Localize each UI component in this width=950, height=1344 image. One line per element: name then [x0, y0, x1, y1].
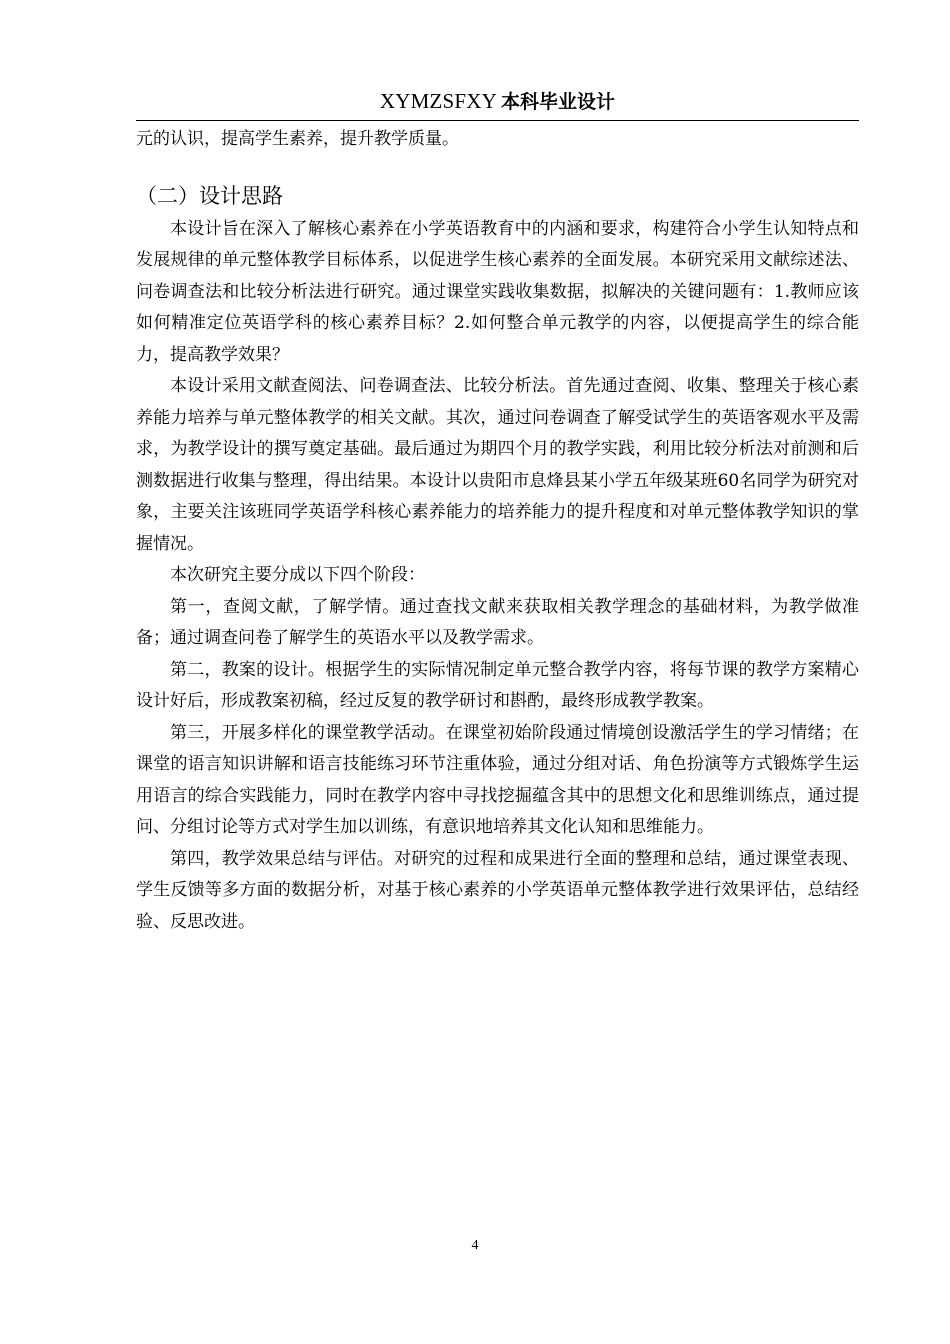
paragraph-stage-two: 第二，教案的设计。根据学生的实际情况制定单元整合教学内容，将每节课的教学方案精心设计好后，形成教案初稿，经过反复的教学研讨和斟酌，最终形成教学教案。: [136, 659, 859, 711]
section-heading: （二）设计思路: [136, 183, 283, 208]
page-header: [136, 86, 859, 120]
paragraph-methods: 本设计采用文献查阅法、问卷调查法、比较分析法。首先通过查阅、收集、整理关于核心素养能力培养与单元整体教学的相关文献。其次，通过问卷调查了解受试学生的英语客观水平及需求，为教学设计的撰写奠定基础。最后通过为期四个月的教学实践，利用比较分析法对前测和后测数据进行收集与整理，得出结果。本设计以贵阳市息烽县某小学五年级某班60名同学为研究对象，主要关注该班同学英语学科核心素养能力的培养能力的提升程度和对单元整体教学知识的掌握情况。: [136, 376, 859, 554]
paragraph-design-purpose: 本设计旨在深入了解核心素养在小学英语教育中的内涵和要求，构建符合小学生认知特点和发展规律的单元整体教学目标体系，以促进学生核心素养的全面发展。本研究采用文献综述法、问卷调查法和比较分析法进行研究。通过课堂实践收集数据，拟解决的关键问题有：1.教师应该如何精准定位英语学科的核心素养目标？2.如何整合单元教学的内容，以便提高学生的综合能力，提高教学效果？: [136, 218, 859, 365]
page-number: 4: [471, 1238, 479, 1253]
header-divider: [136, 120, 859, 121]
carryover-paragraph: 元的认识，提高学生素养，提升教学质量。: [136, 129, 459, 149]
header-title: 本科毕业设计: [501, 91, 616, 113]
paragraph-stages-intro: 本次研究主要分成以下四个阶段：: [170, 565, 425, 585]
page-body: [136, 124, 859, 938]
paragraph-stage-one: 第一，查阅文献，了解学情。通过查找文献来获取相关教学理念的基础材料，为教学做准备；通过调查问卷了解学生的英语水平以及教学需求。: [136, 596, 859, 648]
header-code: XYMZSFXY: [379, 89, 498, 113]
paragraph-stage-three: 第三，开展多样化的课堂教学活动。在课堂初始阶段通过情境创设激活学生的学习情绪；在课堂的语言知识讲解和语言技能练习环节注重体验，通过分组对话、角色扮演等方式锻炼学生运用语言的综合实践能力，同时在教学内容中寻找挖掘蕴含其中的思想文化和思维训练点，通过提问、分组讨论等方式对学生加以训练，有意识地培养其文化认知和思维能力。: [136, 722, 859, 837]
paragraph-stage-four: 第四，教学效果总结与评估。对研究的过程和成果进行全面的整理和总结，通过课堂表现、学生反馈等多方面的数据分析，对基于核心素养的小学英语单元整体教学进行效果评估，总结经验、反思改进。: [136, 848, 859, 932]
